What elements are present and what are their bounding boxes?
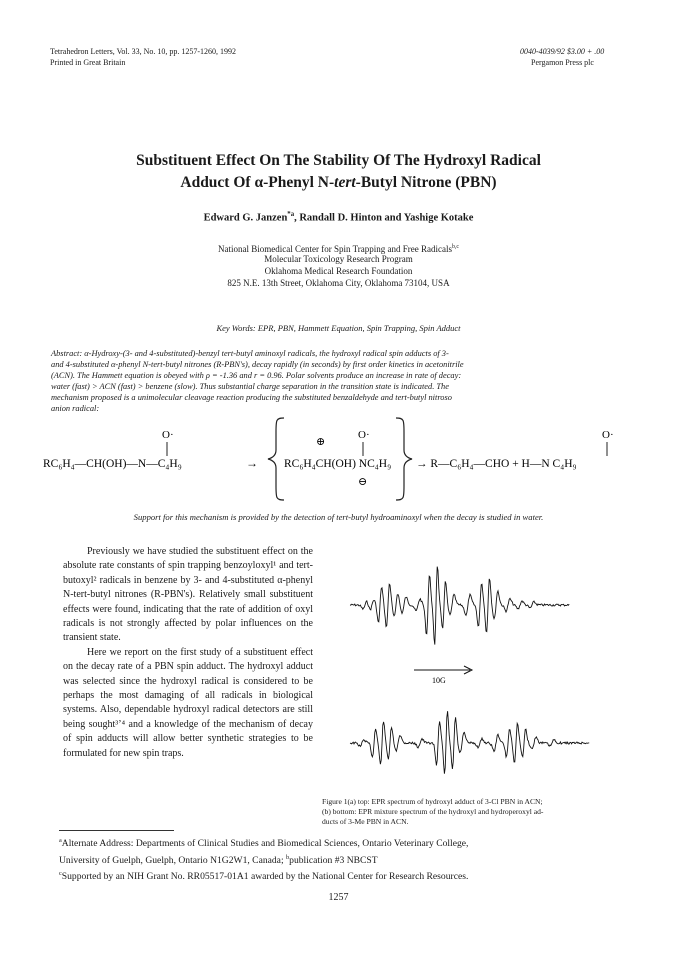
body-paragraph-2: Here we report on the first study of a substituent effect on the decay rate of a PBN spin adduct. The hydroxyl adduct was selected since the hydroxyl radical is considered to be perhaps the most damaging of all radicals in biological systems. Also, dependable hydroxyl radical detectors are still being sought³ʼ⁴ and a knowledge of the mechanism of decay of spin adducts will allow better synthetic strategies to be formulated for new spin traps. — [63, 646, 313, 759]
affiliation-line2: Molecular Toxicology Research Program — [264, 254, 413, 264]
fn-sup: b — [286, 853, 290, 861]
footnote-rule — [59, 830, 174, 831]
scheme-reactant: RC₆H₄—CH(OH)—N—C₄H₉ — [43, 458, 182, 470]
abstract-line: Abstract: α-Hydroxy-(3- and 4-substituted)-benzyl tert-butyl aminoxyl radicals, the hydroxyl radical spin adducts of 3- — [51, 349, 449, 358]
body-text — [63, 545, 313, 761]
affil-sup: b,c — [451, 244, 459, 250]
scheme-minus: ⊖ — [358, 476, 368, 488]
author-sup: *a — [287, 211, 295, 218]
footnote-c — [59, 867, 639, 884]
figure-caption — [322, 797, 622, 826]
scheme-transition-state: RC₆H₄CH(OH) NC₄H₉ — [284, 458, 392, 470]
author-sep: , — [294, 212, 300, 224]
title-part: Adduct Of α-Phenyl N- — [180, 174, 335, 191]
abstract-line: (ACN). The Hammett equation is obeyed with ρ = -1.36 and r = 0.96. Polar solvents produce an increase in rate of decay: — [51, 371, 462, 380]
journal-citation: Tetrahedron Letters, Vol. 33, No. 10, pp. 1257-1260, 1992 — [50, 47, 237, 56]
scale-label: 10G — [432, 676, 446, 685]
title-part: -Butyl Nitrone (PBN) — [355, 174, 497, 191]
title-italic: tert — [334, 174, 356, 191]
caption-line: (b) bottom: EPR mixture spectrum of the hydroxyl and hydroperoxyl ad- — [322, 806, 544, 816]
paper-title-line1: Substituent Effect On The Stability Of The Hydroxyl Radical — [136, 152, 541, 169]
author-name: Edward G. Janzen — [203, 212, 288, 224]
body-paragraph-1: Previously we have studied the substituent effect on the absolute rate constants of spin trapping benzoyloxyl¹ and tert-butoxyl² radicals in benzene by 3- and 4-substituted α-phenyl N-tert-butyl nitrones (R-PBN's). Relatively small substituent effects were found, indicating that the rate of addition of oxyl radicals is not strongly affected by polar influences on the transient state. — [63, 546, 313, 644]
footnote-a-cont — [59, 851, 639, 868]
affiliation-line4: 825 N.E. 13th Street, Oklahoma City, Oklahoma 73104, USA — [227, 278, 450, 288]
footnote-a — [59, 834, 639, 851]
epr-spectrum-b — [350, 711, 589, 774]
page-number: 1257 — [328, 892, 349, 903]
author-names: Randall D. Hinton and Yashige Kotake — [299, 212, 474, 224]
scheme-brace-left — [268, 418, 284, 500]
printed-location: Printed in Great Britain — [50, 58, 126, 67]
publisher: Pergamon Press plc — [531, 58, 594, 67]
scheme-o-dot-1: O· — [162, 429, 174, 441]
abstract-line: mechanism proposed is a unimolecular cleavage reaction producing the substituted benzaldehyde and tert-butyl nitroso — [51, 393, 452, 402]
caption-line: Figure 1(a) top: EPR spectrum of hydroxyl adduct of 3-Cl PBN in ACN; — [322, 797, 543, 806]
epr-figure — [320, 545, 630, 805]
keywords: Key Words: EPR, PBN, Hammett Equation, Spin Trapping, Spin Adduct — [216, 323, 461, 333]
affil-text: National Biomedical Center for Spin Trapping and Free Radicals — [218, 244, 452, 254]
fn-sup: c — [59, 870, 62, 878]
scheme-arrow: → — [246, 456, 258, 470]
caption-line: ducts of 3-Me PBN in ACN. — [322, 816, 409, 826]
paper-title-line2 — [0, 172, 677, 194]
epr-spectrum-a — [350, 567, 569, 645]
authors — [0, 211, 677, 224]
abstract — [51, 348, 629, 414]
scheme-plus: ⊕ — [316, 436, 326, 448]
abstract-line: and 4-substituted α-phenyl N-tert-butyl nitrones (R-PBN's), decay rapidly (in seconds) by first order kinetics in acetonitrile — [51, 360, 464, 369]
scheme-o-dot-3: O· — [602, 429, 614, 441]
footnotes — [59, 834, 639, 884]
abstract-line: anion radical: — [51, 404, 100, 413]
article-code: 0040-4039/92 $3.00 + .00 — [520, 47, 605, 56]
abstract-line: water (fast) > ACN (fast) > benzene (slow). Thus substantial charge separation in the transition state is indicated. The — [51, 382, 449, 391]
affiliation-line3: Oklahoma Medical Research Foundation — [264, 266, 413, 276]
scheme-brace-right — [396, 418, 412, 500]
fn-text: University of Guelph, Guelph, Ontario N1G2W1, Canada; — [59, 854, 284, 866]
reaction-scheme — [40, 412, 640, 508]
support-statement: Support for this mechanism is provided by the detection of tert-butyl hydroaminoxyl when the decay is studied in water. — [133, 512, 544, 522]
fn-sup: a — [59, 837, 62, 844]
scheme-product: → R—C₆H₄—CHO + H—N C₄H₉ — [416, 458, 577, 470]
fn-text: Supported by an NIH Grant No. RR05517-01A1 awarded by the National Center for Research Resources. — [61, 871, 469, 883]
fn-text: Alternate Address: Departments of Clinical Studies and Biomedical Sciences, Ontario Veterinary College, — [61, 838, 469, 850]
scheme-o-dot-2: O· — [358, 429, 370, 441]
fn-text: publication #3 NBCST — [289, 854, 378, 866]
